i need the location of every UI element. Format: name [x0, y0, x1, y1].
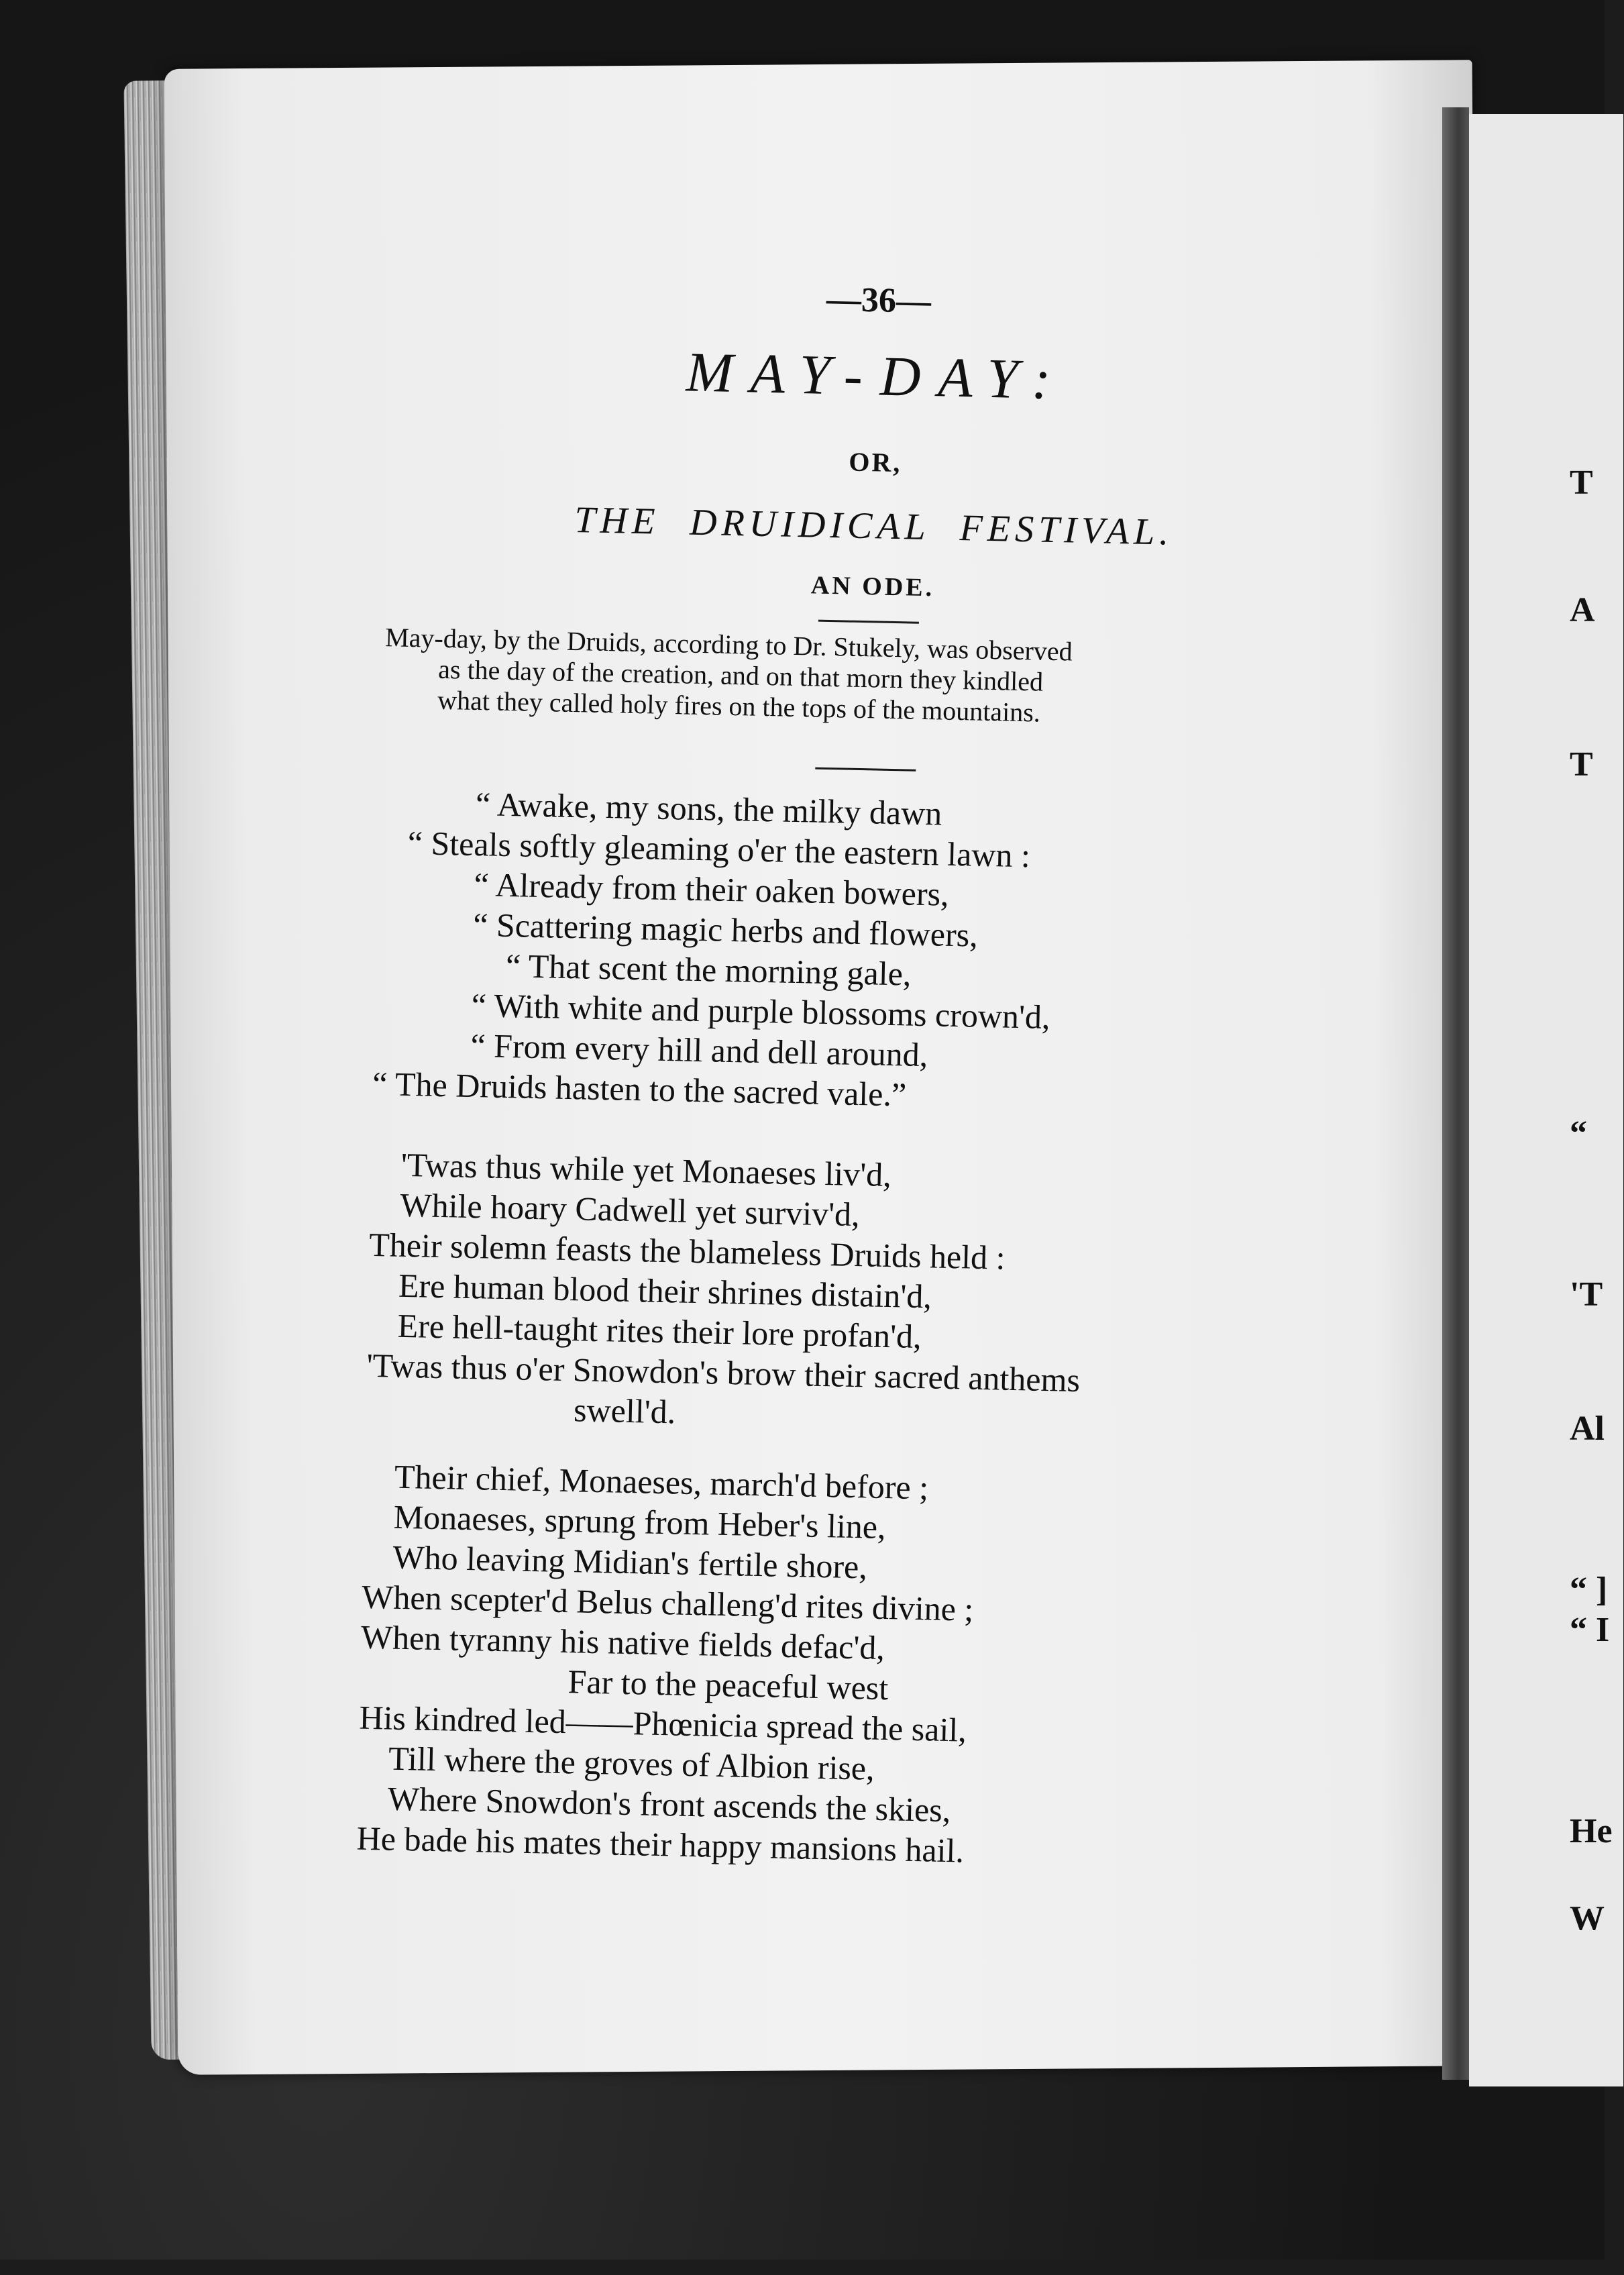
preface-line: as the day of the creation, and on that morn they kindled — [437, 653, 1044, 697]
verse-line: “ Awake, my sons, the milky dawn — [475, 785, 942, 833]
verse-line: “ That scent the morning gale, — [505, 947, 912, 993]
facing-fragment: “ — [1570, 1114, 1587, 1153]
page-subtitle: THE DRUIDICAL FESTIVAL. — [574, 499, 1174, 553]
page-title: MAY-DAY: — [685, 341, 1069, 412]
verse-line: Where Snowdon's front ascends the skies, — [387, 1779, 951, 1830]
verse-line: Monaeses, sprung from Heber's line, — [393, 1497, 887, 1546]
verse-line: “ Already from their oaken bowers, — [474, 865, 950, 913]
facing-fragment: 'T — [1570, 1275, 1603, 1314]
verse-line: swell'd. — [573, 1391, 676, 1431]
verse-line: Far to the peaceful west — [567, 1662, 889, 1707]
verse-line: Ere human blood their shrines distain'd, — [398, 1266, 932, 1316]
verse-line: He bade his mates their happy mansions hail. — [356, 1819, 965, 1870]
verse-line: “ The Druids hasten to the sacred vale.” — [372, 1064, 907, 1114]
stanza — [356, 1456, 1370, 1879]
verse-line: Till where the groves of Albion rise, — [388, 1739, 875, 1787]
verse-line: When tyranny his native fields defac'd, — [360, 1618, 885, 1667]
preface-note — [384, 622, 1365, 735]
verse-line: While hoary Cadwell yet surviv'd, — [399, 1185, 861, 1234]
facing-fragment: W — [1570, 1899, 1605, 1938]
verse-line: His kindred led——Phœnicia spread the sail, — [358, 1698, 967, 1749]
verse-line: Ere hell-taught rites their lore profan'd, — [397, 1306, 922, 1356]
verse-line: Who leaving Midian's fertile shore, — [392, 1538, 868, 1586]
stanza — [372, 782, 1385, 1124]
verse-line: “ With white and purple blossoms crown'd, — [471, 986, 1051, 1036]
title-connector: OR, — [848, 446, 902, 478]
facing-fragment: “ ] — [1570, 1571, 1608, 1609]
facing-fragment: T — [1570, 745, 1593, 784]
facing-fragment: Al — [1570, 1410, 1605, 1448]
verse-line: Their solemn feasts the blameless Druids held : — [368, 1225, 1006, 1277]
facing-fragment: “ I — [1570, 1611, 1610, 1649]
divider — [818, 620, 919, 624]
verse-line: When scepter'd Belus challeng'd rites divine ; — [361, 1577, 974, 1628]
page-number: —36— — [826, 280, 932, 321]
stanza — [366, 1144, 1377, 1446]
facing-fragment: T — [1570, 464, 1593, 502]
verse-line: Their chief, Monaeses, march'd before ; — [394, 1457, 929, 1507]
facing-fragment: A — [1570, 591, 1595, 629]
verse-line: “ From every hill and dell around, — [470, 1026, 928, 1074]
preface-line: what they called holy fires on the tops of the mountains. — [437, 684, 1041, 728]
verse-line: 'Twas thus while yet Monaeses liv'd, — [400, 1145, 892, 1194]
divider — [815, 768, 916, 772]
verse-line: “ Steals softly gleaming o'er the eastern lawn : — [407, 823, 1031, 875]
verse-line: 'Twas thus o'er Snowdon's brow their sacred anthems — [366, 1346, 1081, 1399]
verse-line: “ Scattering magic herbs and flowers, — [472, 905, 979, 954]
facing-fragment: He — [1570, 1812, 1613, 1850]
preface-line: May-day, by the Druids, according to Dr. Stukely, was observed — [384, 622, 1073, 667]
poem-form: AN ODE. — [810, 571, 935, 602]
